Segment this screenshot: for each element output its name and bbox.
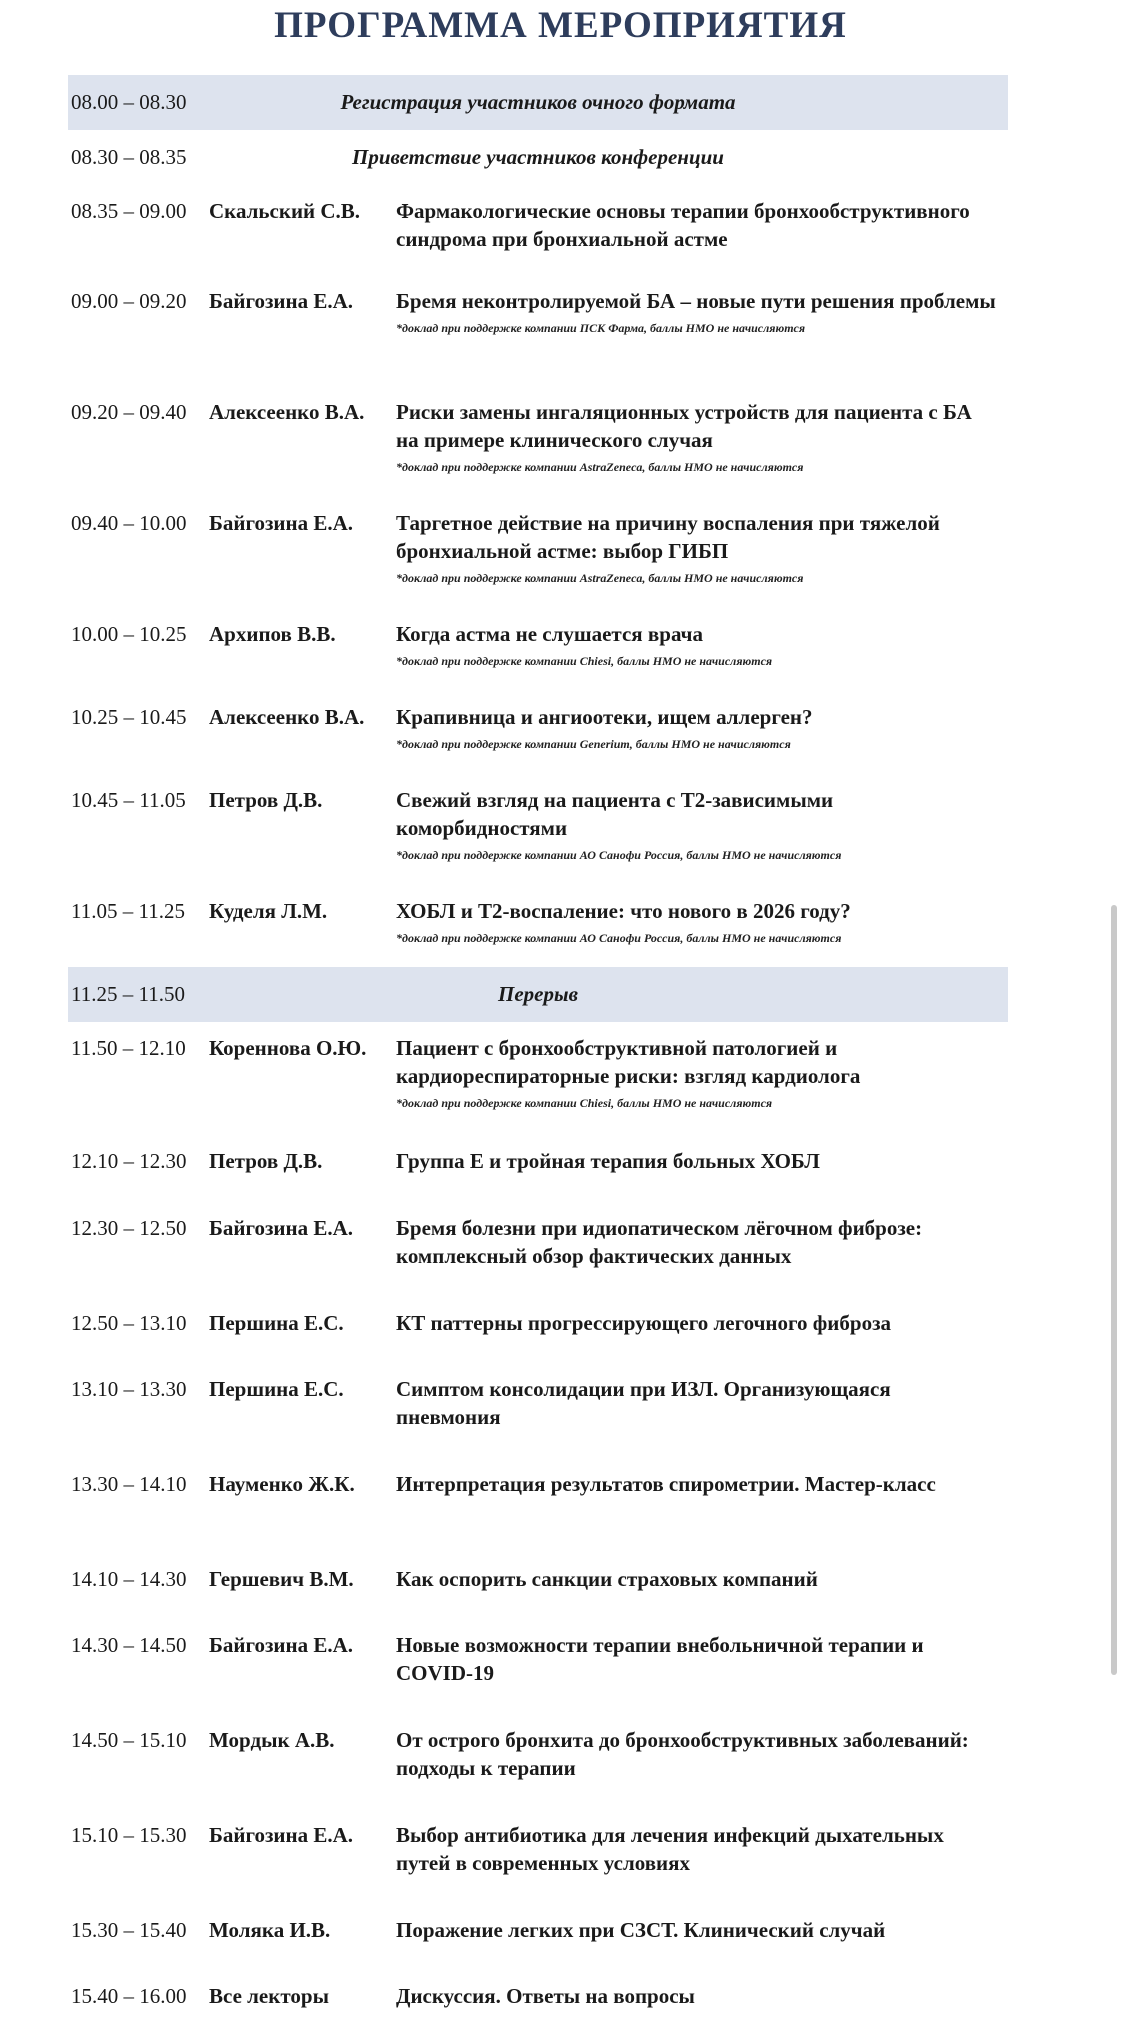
row-time: 15.40 – 16.00 <box>71 1984 187 2008</box>
row-speaker: Алексеенко В.А. <box>209 705 365 729</box>
schedule-row <box>68 1553 1008 1619</box>
schedule-row <box>68 1714 1008 1809</box>
row-time: 08.35 – 09.00 <box>71 199 187 223</box>
schedule-row <box>68 774 1008 885</box>
row-topic: Таргетное действие на причину воспаления при тяжелой бронхиальной астме: выбор ГИБП <box>396 511 940 563</box>
row-topic: Выбор антибиотика для лечения инфекций дыхательных путей в современных условиях <box>396 1823 944 1875</box>
sponsor-note: *доклад при поддержке компании AstraZeneca, баллы НМО не начисляются <box>396 460 804 474</box>
row-time: 14.10 – 14.30 <box>71 1567 187 1591</box>
row-speaker: Петров Д.В. <box>209 788 323 812</box>
sponsor-note: *доклад при поддержке компании Generium, баллы НМО не начисляются <box>396 737 791 751</box>
row-time: 13.10 – 13.30 <box>71 1377 187 1401</box>
schedule-row <box>68 1619 1008 1714</box>
row-speaker: Байгозина Е.А. <box>209 1216 354 1240</box>
row-speaker: Куделя Л.М. <box>209 899 328 923</box>
program-table <box>68 75 1008 2036</box>
row-time: 11.25 – 11.50 <box>71 982 185 1006</box>
row-speaker: Першина Е.С. <box>209 1377 344 1401</box>
schedule-row-greeting <box>68 130 1008 185</box>
row-time: 12.30 – 12.50 <box>71 1216 187 1240</box>
sponsor-note: *доклад при поддержке компании АО Санофи Россия, баллы НМО не начисляются <box>396 848 842 862</box>
schedule-row <box>68 275 1008 386</box>
schedule-row <box>68 1022 1008 1135</box>
row-speaker: Байгозина Е.А. <box>209 1823 354 1847</box>
schedule-row <box>68 497 1008 608</box>
row-title: Перерыв <box>498 982 578 1006</box>
row-time: 10.25 – 10.45 <box>71 705 187 729</box>
row-time: 15.30 – 15.40 <box>71 1918 187 1942</box>
row-topic: Риски замены ингаляционных устройств для пациента с БА на примере клинического случая <box>396 400 972 452</box>
row-speaker: Байгозина Е.А. <box>209 289 354 313</box>
row-speaker: Петров Д.В. <box>209 1149 323 1173</box>
row-speaker: Скальский С.В. <box>209 199 361 223</box>
row-topic: Пациент с бронхообструктивной патологией и кардиореспираторные риски: взгляд кардиолога <box>396 1036 861 1088</box>
schedule-row <box>68 1970 1008 2036</box>
schedule-row <box>68 691 1008 774</box>
row-time: 14.30 – 14.50 <box>71 1633 187 1657</box>
row-time: 15.10 – 15.30 <box>71 1823 187 1847</box>
row-speaker: Моляка И.В. <box>209 1918 331 1942</box>
row-time: 12.10 – 12.30 <box>71 1149 187 1173</box>
row-time: 08.00 – 08.30 <box>71 90 187 114</box>
row-speaker: Гершевич В.М. <box>209 1567 354 1591</box>
row-topic: Интерпретация результатов спирометрии. Мастер-класс <box>396 1472 936 1496</box>
page-title: ПРОГРАММА МЕРОПРИЯТИЯ <box>274 5 847 46</box>
scrollbar-thumb[interactable] <box>1111 905 1117 1675</box>
row-time: 08.30 – 08.35 <box>71 145 187 169</box>
row-speaker: Байгозина Е.А. <box>209 1633 354 1657</box>
schedule-row <box>68 1458 1008 1553</box>
row-topic: ХОБЛ и Т2-воспаление: что нового в 2026 году? <box>396 899 851 923</box>
schedule-row <box>68 608 1008 691</box>
row-topic: Симптом консолидации при ИЗЛ. Организующаяся пневмония <box>396 1377 891 1429</box>
schedule-row-registration <box>68 75 1008 130</box>
row-topic: Бремя неконтролируемой БА – новые пути решения проблемы <box>396 289 996 313</box>
row-topic: Поражение легких при СЗСТ. Клинический случай <box>396 1918 886 1942</box>
schedule-row <box>68 1202 1008 1297</box>
row-time: 10.00 – 10.25 <box>71 622 187 646</box>
row-topic: Фармакологические основы терапии бронхообструктивного синдрома при бронхиальной астме <box>396 199 970 251</box>
row-topic: Новые возможности терапии внебольничной терапии и COVID-19 <box>396 1633 924 1685</box>
row-time: 14.50 – 15.10 <box>71 1728 187 1752</box>
sponsor-note: *доклад при поддержке компании AstraZeneca, баллы НМО не начисляются <box>396 571 804 585</box>
schedule-row-break <box>68 967 1008 1022</box>
schedule-row <box>68 185 1008 275</box>
row-topic: Свежий взгляд на пациента с Т2-зависимыми коморбидностями <box>396 788 834 840</box>
row-time: 09.00 – 09.20 <box>71 289 187 313</box>
row-speaker: Архипов В.В. <box>209 622 336 646</box>
schedule-row <box>68 1809 1008 1904</box>
row-time: 10.45 – 11.05 <box>71 788 186 812</box>
row-time: 11.05 – 11.25 <box>71 899 185 923</box>
row-time: 09.40 – 10.00 <box>71 511 187 535</box>
sponsor-note: *доклад при поддержке компании АО Санофи Россия, баллы НМО не начисляются <box>396 931 842 945</box>
row-title: Приветствие участников конференции <box>352 145 724 169</box>
schedule-row <box>68 1363 1008 1458</box>
row-speaker: Кореннова О.Ю. <box>209 1036 367 1060</box>
row-time: 13.30 – 14.10 <box>71 1472 187 1496</box>
row-topic: Группа Е и тройная терапия больных ХОБЛ <box>396 1149 820 1173</box>
row-topic: Бремя болезни при идиопатическом лёгочном фиброзе: комплексный обзор фактических данных <box>396 1216 923 1268</box>
schedule-row <box>68 1135 1008 1202</box>
row-topic: Как оспорить санкции страховых компаний <box>396 1567 818 1591</box>
row-speaker: Мордык А.В. <box>209 1728 335 1752</box>
row-speaker: Науменко Ж.К. <box>209 1472 355 1496</box>
row-speaker: Байгозина Е.А. <box>209 511 354 535</box>
row-title: Регистрация участников очного формата <box>340 90 736 114</box>
row-topic: Крапивница и ангиоотеки, ищем аллерген? <box>396 705 813 729</box>
row-time: 09.20 – 09.40 <box>71 400 187 424</box>
row-topic: Когда астма не слушается врача <box>396 622 703 646</box>
row-topic: Дискуссия. Ответы на вопросы <box>396 1984 695 2008</box>
schedule-row <box>68 885 1008 967</box>
schedule-row <box>68 1297 1008 1363</box>
row-speaker: Першина Е.С. <box>209 1311 344 1335</box>
row-topic: От острого бронхита до бронхообструктивных заболеваний: подходы к терапии <box>396 1728 969 1780</box>
sponsor-note: *доклад при поддержке компании Chiesi, баллы НМО не начисляются <box>396 1096 773 1110</box>
schedule-row <box>68 1904 1008 1970</box>
row-speaker: Алексеенко В.А. <box>209 400 365 424</box>
sponsor-note: *доклад при поддержке компании Chiesi, баллы НМО не начисляются <box>396 654 773 668</box>
row-topic: КТ паттерны прогрессирующего легочного фиброза <box>396 1311 892 1335</box>
sponsor-note: *доклад при поддержке компании ПСК Фарма, баллы НМО не начисляются <box>396 321 806 335</box>
schedule-row <box>68 386 1008 497</box>
row-time: 11.50 – 12.10 <box>71 1036 186 1060</box>
row-speaker: Все лекторы <box>209 1984 329 2008</box>
row-time: 12.50 – 13.10 <box>71 1311 187 1335</box>
